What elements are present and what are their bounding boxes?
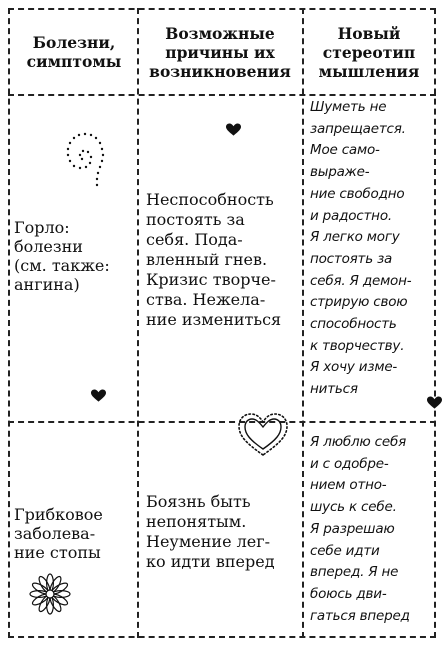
column-divider — [434, 8, 436, 638]
heart-icon — [91, 389, 106, 403]
row-divider — [8, 421, 436, 423]
row2-disease: Грибковое заболева- ние стопы — [14, 505, 103, 562]
row-divider — [8, 94, 436, 96]
row1-disease: Горло: болезни (см. также: ангина) — [14, 218, 110, 294]
row2-affirmation: Я люблю себя и с одобре- нием отно- шусь к себе. Я разрешаю себе идти вперед. Я не боюсь дви- гаться вперед — [310, 434, 410, 624]
header-causes: Возможные причины их возникновения — [149, 23, 291, 81]
header-new-thinking: Новый стереотип мышления — [318, 23, 420, 81]
flower-icon — [28, 572, 72, 616]
row-divider — [8, 636, 436, 638]
row1-cause: Неспособность постоять за себя. Пода- вленный гнев. Кризис творче- ства. Нежела- ние измениться — [146, 190, 282, 329]
header-diseases: Болезни, симптомы — [26, 33, 122, 71]
column-divider — [302, 8, 304, 638]
row-divider — [8, 8, 436, 10]
heart-icon — [226, 123, 241, 137]
row1-affirmation: Шуметь не запрещается. Мое само- выраже- ние свободно и радостно. Я легко могу постоять за себя. Я демон- стрирую свою способность к творчеству. Я хочу изме- ниться — [310, 99, 412, 398]
spiral-icon — [60, 128, 110, 190]
heart-icon — [427, 396, 442, 410]
table — [8, 8, 436, 638]
row2-cause: Боязнь быть непонятым. Неумение лег- ко идти вперед — [146, 492, 275, 571]
column-divider — [8, 8, 10, 638]
column-divider — [137, 8, 139, 638]
heart-outline-icon — [236, 412, 290, 458]
